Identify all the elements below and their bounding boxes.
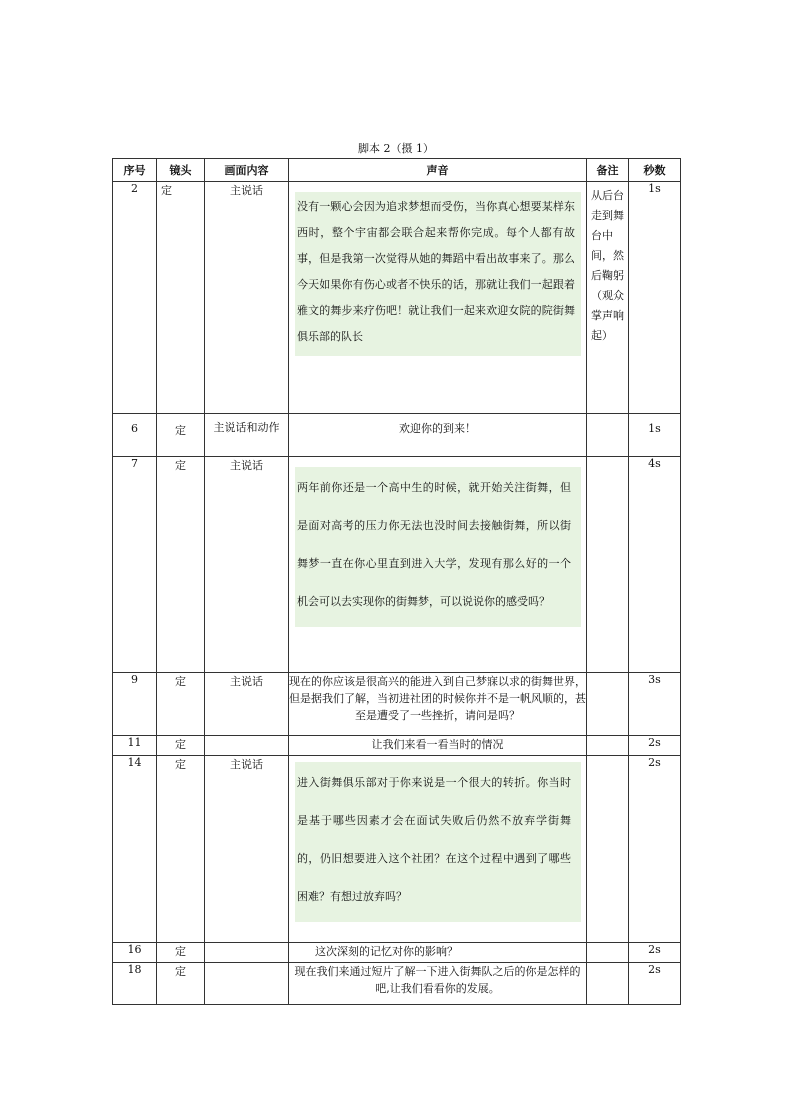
row-sound: 现在我们来通过短片了解一下进入街舞队之后的你是怎样的吧,让我们看看你的发展。 (289, 963, 587, 1005)
row-sound: 现在的你应该是很高兴的能进入到自己梦寐以求的街舞世界，但是据我们了解，当初进社团的时候你并不是一帆风顺的，甚至是遭受了一些挫折，请问是吗？ (289, 673, 587, 736)
row-seq: 14 (113, 756, 157, 943)
row-note (587, 414, 629, 457)
header-content: 画面内容 (205, 159, 289, 182)
row-shot: 定 (157, 736, 205, 756)
table-row (113, 736, 681, 756)
row-sound: 这次深刻的记忆对你的影响？ (289, 943, 587, 963)
row-content: 主说话 (205, 182, 289, 414)
row-seconds: 2s (629, 943, 681, 963)
row-note (587, 673, 629, 736)
row-content: 主说话 (205, 756, 289, 943)
row-shot: 定 (157, 673, 205, 736)
note-text: 从后台走到舞台中间，然后鞠躬（观众掌声响起） (591, 189, 624, 342)
row-shot: 定 (157, 457, 205, 673)
row-seconds: 1s (629, 414, 681, 457)
row-seconds: 2s (629, 756, 681, 943)
header-seq: 序号 (113, 159, 157, 182)
table-row (113, 943, 681, 963)
row-note (587, 756, 629, 943)
row-seconds: 2s (629, 963, 681, 1005)
row-seconds: 4s (629, 457, 681, 673)
table-row (113, 414, 681, 457)
row-content (205, 943, 289, 963)
row-seq: 7 (113, 457, 157, 673)
row-seq: 11 (113, 736, 157, 756)
row-sound: 欢迎你的到来！ (289, 414, 587, 457)
header-note: 备注 (587, 159, 629, 182)
table-row (113, 457, 681, 673)
row-seconds: 2s (629, 736, 681, 756)
row-content: 主说话和动作 (205, 414, 289, 457)
table-row (113, 182, 681, 414)
row-seq: 6 (113, 414, 157, 457)
header-shot: 镜头 (157, 159, 205, 182)
row-seconds: 1s (629, 182, 681, 414)
row-sound (289, 457, 587, 673)
header-sound: 声音 (289, 159, 587, 182)
table-row (113, 963, 681, 1005)
row-note (587, 457, 629, 673)
header-seconds: 秒数 (629, 159, 681, 182)
header-row (113, 159, 681, 182)
document-title: 脚本 2（摄 1） (358, 142, 434, 155)
sound-text: 没有一颗心会因为追求梦想而受伤，当你真心想要某样东西时，整个宇宙都会联合起来帮你完成。每个人都有故事，但是我第一次觉得从她的舞蹈中看出故事来了。那么今天如果你有伤心或者不快乐的话，那就让我们一起跟着雅文的舞步来疗伤吧！就让我们一起来欢迎女院的院街舞俱乐部的队长 (295, 192, 581, 356)
sound-text: 两年前你还是一个高中生的时候，就开始关注街舞，但是面对高考的压力你无法也没时间去接触街舞，所以街舞梦一直在你心里直到进入大学，发现有那么好的一个机会可以去实现你的街舞梦，可以说说你的感受吗？ (295, 467, 581, 627)
row-shot: 定 (157, 414, 205, 457)
row-content (205, 963, 289, 1005)
row-content: 主说话 (205, 457, 289, 673)
row-note (587, 943, 629, 963)
row-shot: 定 (157, 963, 205, 1005)
sound-text: 进入街舞俱乐部对于你来说是一个很大的转折。你当时是基于哪些因素才会在面试失败后仍然不放弃学街舞的，仍旧想要进入这个社团？在这个过程中遇到了哪些困难？有想过放弃吗？ (295, 762, 581, 922)
table-row (113, 673, 681, 736)
row-note (587, 963, 629, 1005)
row-sound (289, 182, 587, 414)
row-shot: 定 (157, 943, 205, 963)
script-table (112, 158, 681, 1005)
row-seq: 16 (113, 943, 157, 963)
table-row (113, 756, 681, 943)
row-note (587, 736, 629, 756)
row-seconds: 3s (629, 673, 681, 736)
row-content: 主说话 (205, 673, 289, 736)
row-seq: 2 (113, 182, 157, 414)
row-seq: 9 (113, 673, 157, 736)
row-content (205, 736, 289, 756)
row-note (587, 182, 629, 414)
row-shot: 定 (157, 756, 205, 943)
row-seq: 18 (113, 963, 157, 1005)
row-sound: 让我们来看一看当时的情况 (289, 736, 587, 756)
row-sound (289, 756, 587, 943)
row-shot: 定 (157, 182, 205, 414)
